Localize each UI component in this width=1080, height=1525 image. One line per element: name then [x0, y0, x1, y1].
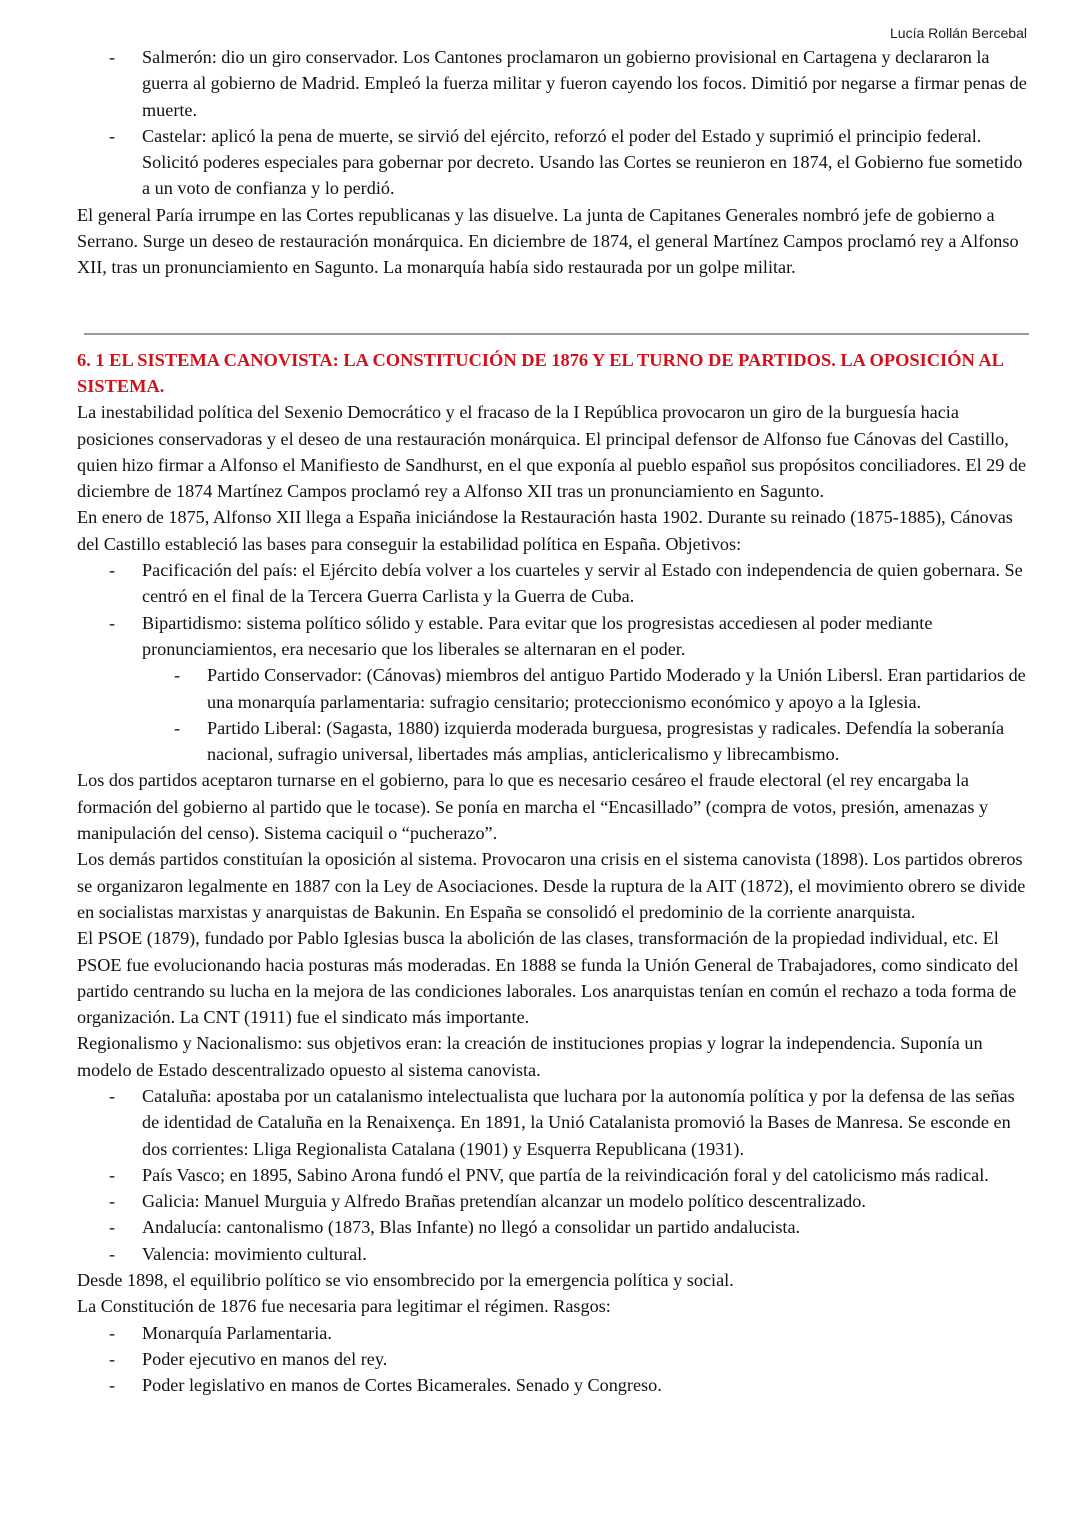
- list-item-text: País Vasco; en 1895, Sabino Arona fundó el PNV, que partía de la reivindicación foral y del catolicismo más radical.: [142, 1164, 989, 1185]
- author-name: Lucía Rollán Bercebal: [890, 25, 1027, 41]
- list-item: [77, 1214, 1027, 1240]
- bullet-dash: -: [109, 1217, 116, 1238]
- list-item-text: Castelar: aplicó la pena de muerte, se sirvió del ejército, reforzó el poder del Estado y suprimió el principio federal. Solicitó poderes especiales para gobernar por decreto. Usando las Cortes se reunieron en 1874, el Gobierno fue sometido a un voto de confianza y lo perdió.: [142, 125, 1023, 199]
- bullet-dash: -: [109, 47, 116, 67]
- paragraph: Los demás partidos constituían la oposición al sistema. Provocaron una crisis en el sistema canovista (1898). Los partidos obreros se organizaron legalmente en 1887 con la Ley de Asociaciones. Desde la ruptura de la AIT (1872), el movimiento obrero se divide en socialistas marxistas y anarquistas de Bakunin. En España se consolidó el predominio de la corriente anarquista.: [77, 849, 1026, 922]
- list-item-text: Partido Liberal: (Sagasta, 1880) izquierda moderada burguesa, progresistas y radicales. Defendía la soberanía nacional, sufragio universal, libertades más amplias, anticlericalismo y librecambismo.: [207, 717, 1005, 765]
- horizontal-divider: [84, 333, 1029, 335]
- list-item-text: Pacificación del país: el Ejército debía volver a los cuarteles y servir al Estado con independencia de quien gobernara. Se centró en el final de la Tercera Guerra Carlista y la Guerra de Cuba.: [142, 560, 1023, 607]
- bullet-dash: -: [109, 1348, 116, 1369]
- bullet-dash: -: [109, 1375, 116, 1396]
- paragraph: Regionalismo y Nacionalismo: sus objetivos eran: la creación de instituciones propias y lograr la independencia. Suponía un modelo de Estado descentralizado opuesto al sistema canovista.: [77, 1033, 983, 1080]
- list-item: [77, 1083, 1027, 1162]
- list-item-text: Galicia: Manuel Murguia y Alfredo Brañas pretendían alcanzar un modelo político descentralizado.: [142, 1191, 866, 1212]
- list-item: [77, 1162, 1027, 1188]
- list-item: [77, 1188, 1027, 1214]
- list-item-text: Cataluña: apostaba por un catalanismo intelectualista que luchara por la autonomía política y por la defensa de las señas de identidad de Cataluña en la Renaixença. En 1891, la Unió Catalanista promovió la Bases de Manresa. Se esconde en dos corrientes: Lliga Regionalista Catalana (1901) y Esquerra Republicana (1931).: [142, 1085, 1015, 1159]
- nested-list-item: [77, 662, 1027, 715]
- list-item: [77, 123, 1027, 202]
- list-item: [77, 557, 1027, 610]
- bullet-dash: -: [109, 1243, 116, 1264]
- paragraph: La inestabilidad política del Sexenio Democrático y el fracaso de la I República provocaron un giro de la burguesía hacia posiciones conservadoras y el deseo de una restauración monárquica. El principal defensor de Alfonso fue Cánovas del Castillo, quien hizo firmar a Alfonso el Manifiesto de Sandhurst, en el que exponía al pueblo español sus propósitos conciliadores. El 29 de diciembre de 1874 Martínez Campos proclamó rey a Alfonso XII tras un pronunciamiento en Sagunto.: [77, 402, 1027, 502]
- bullet-dash: -: [109, 560, 116, 581]
- bullet-dash: -: [109, 1085, 116, 1106]
- list-item-text: Poder ejecutivo en manos del rey.: [142, 1348, 388, 1369]
- bullet-dash: -: [174, 665, 181, 686]
- list-item-text: Bipartidismo: sistema político sólido y estable. Para evitar que los progresistas accediesen al poder mediante pronunciamientos, era necesario que los liberales se alternaran en el poder.: [142, 612, 933, 659]
- list-item: [77, 1346, 1027, 1372]
- list-item-text: Partido Conservador: (Cánovas) miembros del antiguo Partido Moderado y la Unión Libersl. Eran partidarios de una monarquía parlamentaria: sufragio censitario; proteccionismo económico y apoyo a la Iglesia.: [207, 665, 1026, 712]
- bullet-dash: -: [109, 125, 116, 146]
- paragraph: Los dos partidos aceptaron turnarse en el gobierno, para lo que es necesario cesáreo el fraude electoral (el rey encargaba la formación del gobierno al partido que le tocase). Se ponía en marcha el “Encasillado” (compra de votos, presión, amenazas y manipulación del censo). Sistema caciquil o “pucherazo”.: [77, 770, 989, 844]
- list-item: [77, 610, 1027, 663]
- section-heading: 6. 1 EL SISTEMA CANOVISTA: LA CONSTITUCIÓN DE 1876 Y EL TURNO DE PARTIDOS. LA OPOSICIÓN AL SISTEMA.: [77, 349, 1003, 396]
- paragraph: La Constitución de 1876 fue necesaria para legitimar el régimen. Rasgos:: [77, 1296, 611, 1317]
- bullet-dash: -: [109, 1322, 116, 1343]
- list-item: [77, 44, 1027, 123]
- list-item-text: Andalucía: cantonalismo (1873, Blas Infante) no llegó a consolidar un partido andalucista.: [142, 1217, 801, 1238]
- list-item-text: Poder legislativo en manos de Cortes Bicamerales. Senado y Congreso.: [142, 1375, 662, 1396]
- paragraph: El general Paría irrumpe en las Cortes republicanas y las disuelve. La junta de Capitanes Generales nombró jefe de gobierno a Serrano. Surge un deseo de restauración monárquica. En diciembre de 1874, el general Martínez Campos proclamó rey a Alfonso XII, tras un pronunciamiento en Sagunto. La monarquía había sido restaurada por un golpe militar.: [77, 204, 1019, 278]
- paragraph: Desde 1898, el equilibrio político se vio ensombrecido por la emergencia política y social.: [77, 1270, 734, 1291]
- paragraph: El PSOE (1879), fundado por Pablo Iglesias busca la abolición de las clases, transformación de la propiedad individual, etc. El PSOE fue evolucionando hacia posturas más moderadas. En 1888 se funda la Unión General de Trabajadores, como sindicato del partido centrando su lucha en la mejora de las condiciones laborales. Los anarquistas tenían en común el rechazo a toda forma de organización. La CNT (1911) fue el sindicato más importante.: [77, 928, 1019, 1028]
- bullet-dash: -: [174, 717, 181, 738]
- list-item-text: Monarquía Parlamentaria.: [142, 1322, 332, 1343]
- nested-list-item: [77, 715, 1027, 768]
- bullet-dash: -: [109, 1164, 116, 1185]
- document-body: [77, 44, 1027, 1399]
- bullet-dash: -: [109, 1191, 116, 1212]
- list-item: [77, 1241, 1027, 1267]
- list-item-text: Valencia: movimiento cultural.: [142, 1243, 367, 1264]
- paragraph: En enero de 1875, Alfonso XII llega a España iniciándose la Restauración hasta 1902. Durante su reinado (1875-1885), Cánovas del Castillo estableció las bases para conseguir la estabilidad política en España. Objetivos:: [77, 507, 1013, 554]
- list-item-text: Salmerón: dio un giro conservador. Los Cantones proclamaron un gobierno provisional en Cartagena y declararon la guerra al gobierno de Madrid. Empleó la fuerza militar y fueron cayendo los focos. Dimitió por negarse a firmar penas de muerte.: [142, 47, 1027, 120]
- list-item: [77, 1320, 1027, 1346]
- list-item: [77, 1372, 1027, 1398]
- bullet-dash: -: [109, 612, 116, 633]
